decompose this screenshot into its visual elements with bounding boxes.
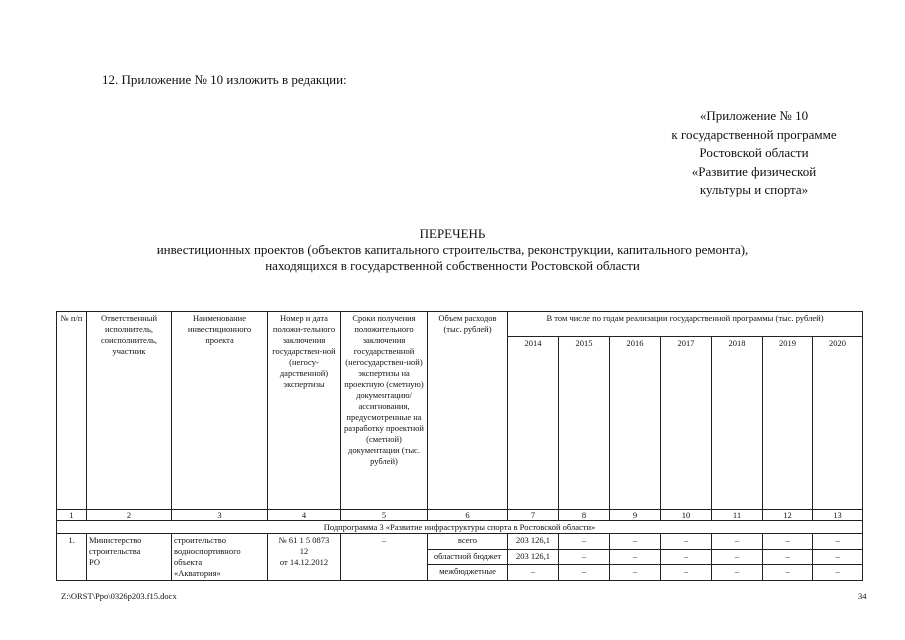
year-header: 2014 (508, 337, 559, 510)
value-2016: – (610, 565, 661, 581)
value-2014: 203 126,1 (508, 534, 559, 550)
investment-projects-table (56, 311, 863, 581)
column-number: 13 (813, 510, 863, 521)
value-2017: – (661, 565, 712, 581)
heading-title: ПЕРЕЧЕНЬ (419, 226, 486, 241)
column-number: 10 (661, 510, 712, 521)
value-2015: – (559, 549, 610, 565)
heading-line-2: находящихся в государственной собственности Ростовской области (265, 258, 640, 273)
project-line: «Акватория» (174, 568, 221, 578)
line-label-total: всего (428, 534, 508, 550)
appendix-reference (640, 107, 868, 200)
value-2018: – (712, 565, 763, 581)
conclusion-line: 12 (299, 546, 309, 556)
intro-text: 12. Приложение № 10 изложить в редакции: (102, 72, 347, 87)
header-terms: Сроки получения положительного заключения государственной (негосударствен-ной) экспертизы на проектную (сметную) документацию/ ассигнования, предусмотренные на разработку проектной (сметной) документации (тыс. рублей) (341, 312, 428, 510)
appendix-line: Ростовской области (699, 145, 809, 160)
project-line: строительство (174, 535, 226, 545)
row-executor (87, 534, 172, 581)
line-label-regional: областной бюджет (428, 549, 508, 565)
conclusion-line: № 61 1 5 0873 (278, 535, 330, 545)
year-header: 2020 (813, 337, 863, 510)
column-number: 7 (508, 510, 559, 521)
row-conclusion (268, 534, 341, 581)
year-header: 2016 (610, 337, 661, 510)
column-number: 11 (712, 510, 763, 521)
value-2019: – (763, 565, 813, 581)
value-2018: – (712, 549, 763, 565)
project-line: объекта (174, 557, 203, 567)
subprogram-title: Подпрограмма 3 «Развитие инфраструктуры спорта в Ростовской области» (57, 521, 863, 534)
column-number: 6 (428, 510, 508, 521)
table-row (57, 534, 863, 550)
year-header: 2015 (559, 337, 610, 510)
appendix-line: культуры и спорта» (699, 182, 809, 197)
header-project: Наименование инвестиционного проекта (172, 312, 268, 510)
value-2014: 203 126,1 (508, 549, 559, 565)
value-2020: – (813, 534, 863, 550)
header-volume: Объем расходов (тыс. рублей) (428, 312, 508, 510)
executor-line: строительства (89, 546, 141, 556)
conclusion-line: от 14.12.2012 (279, 557, 329, 567)
value-2015: – (559, 565, 610, 581)
footer-file-path: Z:\ORST\Ppo\0326p203.f15.docx (61, 591, 177, 601)
row-project (172, 534, 268, 581)
heading-line-1: инвестиционных проектов (объектов капитального строительства, реконструкции, капитального ремонта), (156, 242, 749, 257)
column-number: 1 (57, 510, 87, 521)
value-2017: – (661, 549, 712, 565)
document-heading (0, 226, 905, 274)
row-terms: – (341, 534, 428, 581)
column-number: 12 (763, 510, 813, 521)
line-label-interbudget: межбюджетные (428, 565, 508, 581)
header-executor: Ответственный исполнитель, соисполнитель, участник (87, 312, 172, 510)
appendix-line: «Приложение № 10 (699, 108, 809, 123)
subprogram-row (57, 521, 863, 534)
value-2016: – (610, 549, 661, 565)
row-number: 1. (57, 534, 87, 581)
header-row-1 (57, 312, 863, 337)
executor-line: РО (89, 557, 100, 567)
column-number: 8 (559, 510, 610, 521)
value-2019: – (763, 549, 813, 565)
footer-page-number: 34 (858, 591, 867, 601)
value-2014: – (508, 565, 559, 581)
value-2020: – (813, 549, 863, 565)
year-header: 2019 (763, 337, 813, 510)
appendix-line: к государственной программе (671, 126, 837, 142)
value-2018: – (712, 534, 763, 550)
column-number: 9 (610, 510, 661, 521)
value-2017: – (661, 534, 712, 550)
year-header: 2018 (712, 337, 763, 510)
header-years-group: В том числе по годам реализации государственной программы (тыс. рублей) (508, 312, 863, 337)
column-number: 2 (87, 510, 172, 521)
column-numbers-row (57, 510, 863, 521)
executor-line: Министерство (89, 535, 142, 545)
year-header: 2017 (661, 337, 712, 510)
column-number: 3 (172, 510, 268, 521)
value-2016: – (610, 534, 661, 550)
header-conclusion: Номер и дата положи-тельного заключения государствен-ной (негосу-дарственной) экспертизы (268, 312, 341, 510)
value-2015: – (559, 534, 610, 550)
project-line: водноспортивного (174, 546, 241, 556)
header-num: № п/п (57, 312, 87, 510)
column-number: 4 (268, 510, 341, 521)
value-2020: – (813, 565, 863, 581)
appendix-line: «Развитие физической (691, 163, 817, 179)
column-number: 5 (341, 510, 428, 521)
value-2019: – (763, 534, 813, 550)
